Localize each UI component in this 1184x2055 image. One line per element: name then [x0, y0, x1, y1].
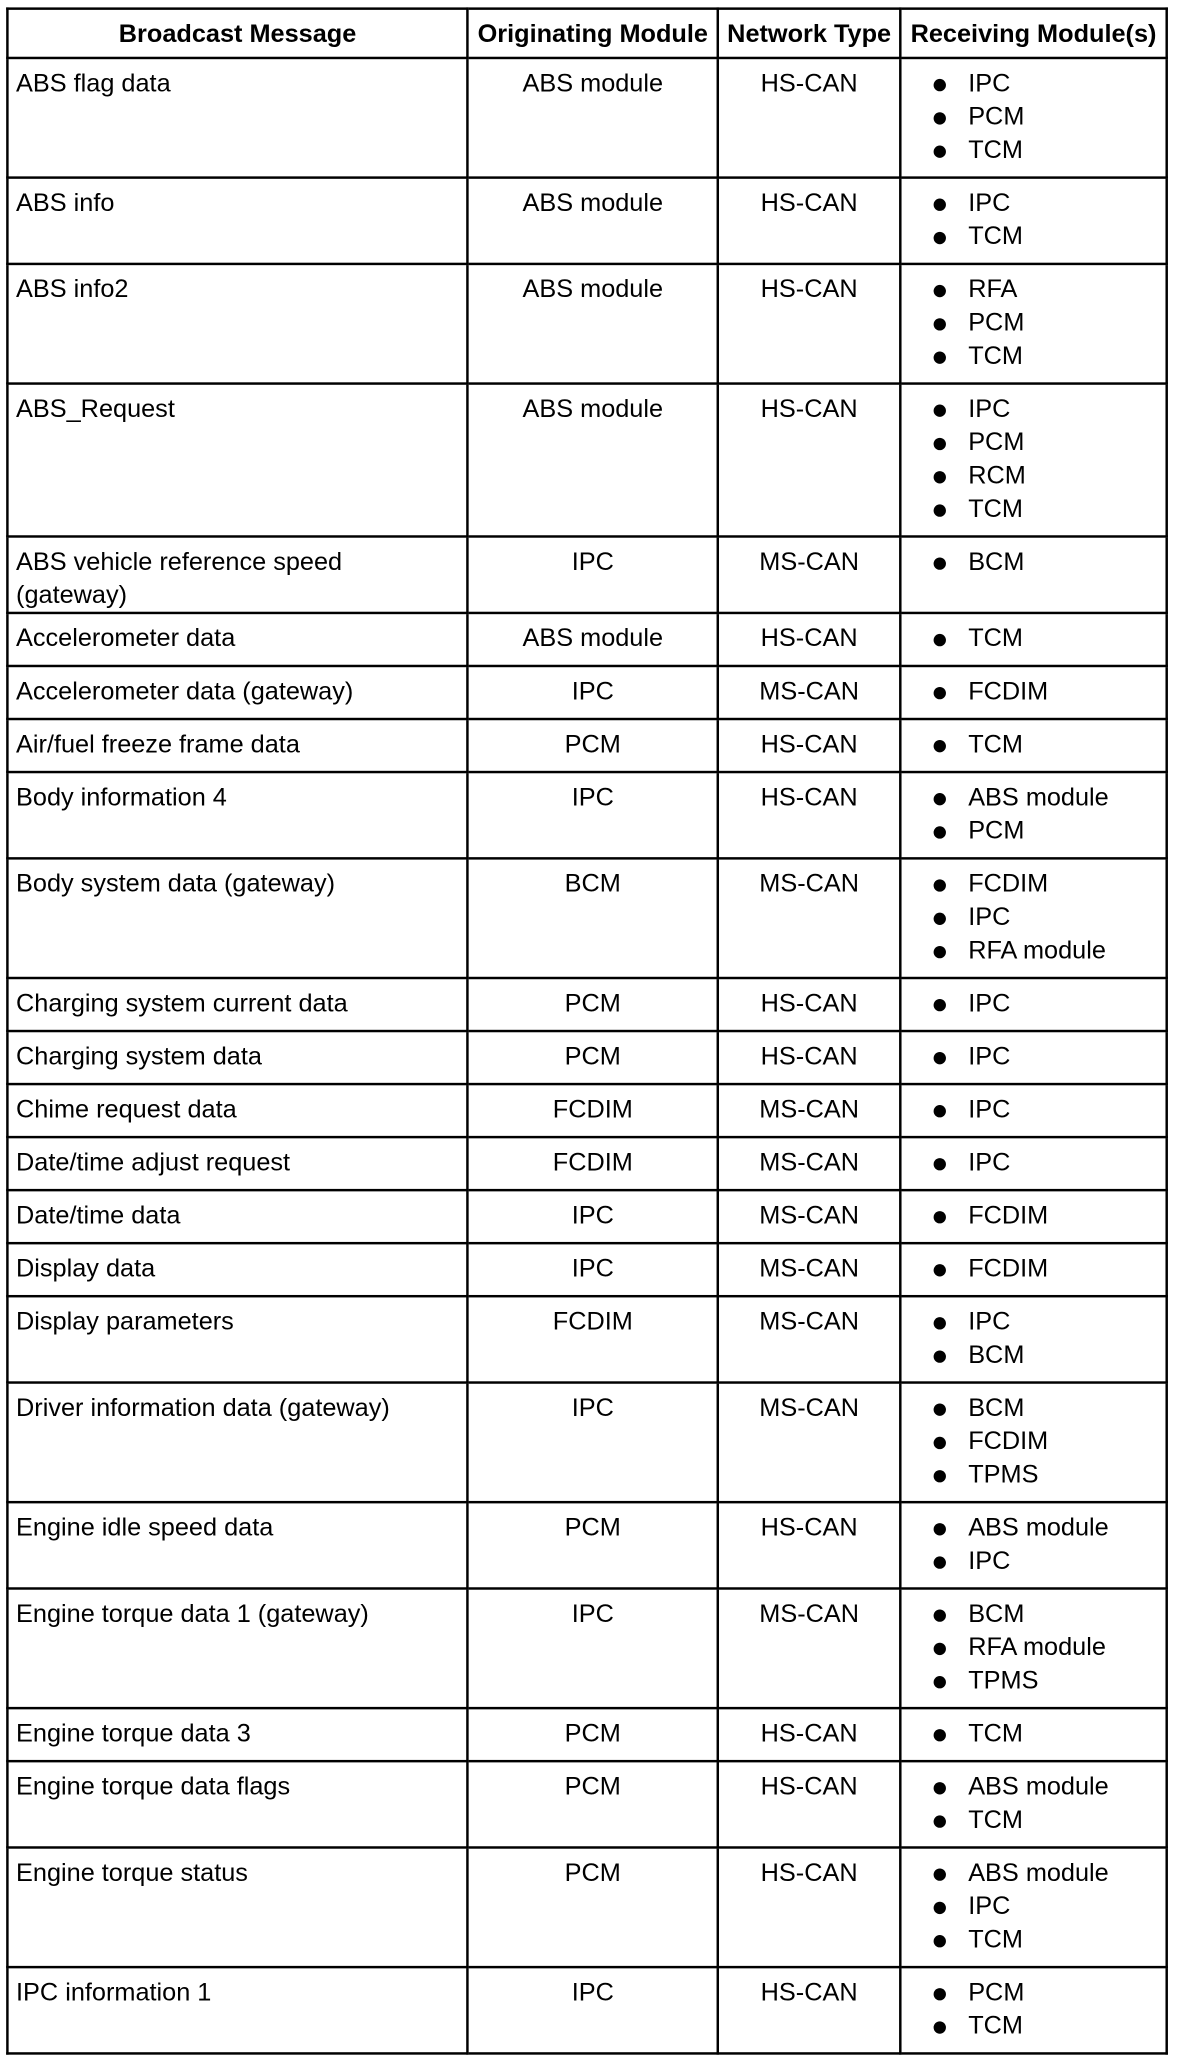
broadcast-message-cell: ABS flag data: [7, 58, 467, 178]
network-type-cell: HS-CAN: [718, 978, 900, 1031]
receiving-modules-cell: [900, 1502, 1166, 1588]
table-row: [7, 1031, 1166, 1084]
network-type-cell: MS-CAN: [718, 1137, 900, 1190]
table-row: [7, 1502, 1166, 1588]
originating-module-cell: ABS module: [468, 384, 718, 537]
network-type-cell: MS-CAN: [718, 1383, 900, 1503]
broadcast-message-cell: Engine torque data 1 (gateway): [7, 1588, 467, 1708]
table-row: [7, 613, 1166, 666]
receiving-module-item: TCM: [931, 1717, 1158, 1750]
receiving-modules-cell: [900, 1588, 1166, 1708]
network-type-cell: MS-CAN: [718, 1296, 900, 1382]
originating-module-cell: PCM: [468, 1031, 718, 1084]
network-type-cell: HS-CAN: [718, 772, 900, 858]
receiving-module-item: IPC: [931, 1146, 1158, 1179]
receiving-module-item: FCDIM: [931, 867, 1158, 900]
broadcast-message-cell: Air/fuel freeze frame data: [7, 719, 467, 772]
broadcast-message-cell: Accelerometer data: [7, 613, 467, 666]
receiving-modules-list: [909, 1146, 1158, 1189]
table-row: [7, 1084, 1166, 1137]
receiving-module-item: PCM: [931, 100, 1158, 133]
receiving-module-item: RCM: [931, 459, 1158, 492]
broadcast-message-table: [6, 7, 1168, 2054]
receiving-modules-list: [909, 1976, 1158, 2052]
receiving-module-item: IPC: [931, 1889, 1158, 1922]
header-originating-module: Originating Module: [468, 9, 718, 58]
broadcast-message-cell: Engine idle speed data: [7, 1502, 467, 1588]
network-type-cell: HS-CAN: [718, 264, 900, 384]
receiving-modules-cell: [900, 1243, 1166, 1296]
receiving-module-item: IPC: [931, 900, 1158, 933]
broadcast-message-cell: Date/time data: [7, 1190, 467, 1243]
receiving-module-item: TCM: [931, 622, 1158, 655]
originating-module-cell: PCM: [468, 719, 718, 772]
receiving-modules-list: [909, 867, 1158, 977]
receiving-module-item: BCM: [931, 1391, 1158, 1424]
table-row: [7, 858, 1166, 978]
receiving-modules-cell: [900, 978, 1166, 1031]
originating-module-cell: IPC: [468, 1190, 718, 1243]
receiving-modules-cell: [900, 264, 1166, 384]
broadcast-message-cell: Body system data (gateway): [7, 858, 467, 978]
receiving-modules-list: [909, 675, 1158, 718]
receiving-module-item: TCM: [931, 2009, 1158, 2042]
receiving-modules-list: [909, 1199, 1158, 1242]
receiving-modules-cell: [900, 1383, 1166, 1503]
broadcast-message-cell: Charging system data: [7, 1031, 467, 1084]
table-row: [7, 58, 1166, 178]
receiving-module-item: PCM: [931, 425, 1158, 458]
receiving-module-item: IPC: [931, 987, 1158, 1020]
originating-module-cell: PCM: [468, 1847, 718, 1967]
receiving-modules-list: [909, 987, 1158, 1030]
receiving-modules-list: [909, 728, 1158, 771]
receiving-module-item: ABS module: [931, 1856, 1158, 1889]
broadcast-message-cell: Display parameters: [7, 1296, 467, 1382]
originating-module-cell: IPC: [468, 1588, 718, 1708]
receiving-modules-cell: [900, 1967, 1166, 2053]
receiving-modules-list: [909, 1856, 1158, 1966]
header-network-type: Network Type: [718, 9, 900, 58]
receiving-modules-cell: [900, 1708, 1166, 1761]
receiving-modules-cell: [900, 772, 1166, 858]
table-row: [7, 384, 1166, 537]
network-type-cell: HS-CAN: [718, 1967, 900, 2053]
originating-module-cell: ABS module: [468, 58, 718, 178]
network-type-cell: MS-CAN: [718, 536, 900, 612]
table-row: [7, 1243, 1166, 1296]
originating-module-cell: ABS module: [468, 613, 718, 666]
network-type-cell: HS-CAN: [718, 178, 900, 264]
table-row: [7, 1761, 1166, 1847]
network-type-cell: MS-CAN: [718, 1190, 900, 1243]
broadcast-message-cell: Engine torque data flags: [7, 1761, 467, 1847]
originating-module-cell: FCDIM: [468, 1137, 718, 1190]
receiving-module-item: TCM: [931, 492, 1158, 525]
receiving-module-item: IPC: [931, 1544, 1158, 1577]
originating-module-cell: IPC: [468, 772, 718, 858]
receiving-module-item: FCDIM: [931, 1252, 1158, 1285]
receiving-modules-cell: [900, 613, 1166, 666]
receiving-module-item: TPMS: [931, 1458, 1158, 1491]
receiving-module-item: FCDIM: [931, 675, 1158, 708]
originating-module-cell: BCM: [468, 858, 718, 978]
broadcast-message-cell: Chime request data: [7, 1084, 467, 1137]
broadcast-message-cell: Driver information data (gateway): [7, 1383, 467, 1503]
table-row: [7, 666, 1166, 719]
broadcast-message-cell: Accelerometer data (gateway): [7, 666, 467, 719]
receiving-module-item: IPC: [931, 1305, 1158, 1338]
table-row: [7, 1383, 1166, 1503]
receiving-module-item: TCM: [931, 1803, 1158, 1836]
receiving-module-item: PCM: [931, 1976, 1158, 2009]
receiving-modules-cell: [900, 1847, 1166, 1967]
broadcast-message-cell: ABS vehicle reference speed (gateway): [7, 536, 467, 612]
receiving-modules-list: [909, 1597, 1158, 1707]
network-type-cell: MS-CAN: [718, 666, 900, 719]
broadcast-message-cell: Engine torque status: [7, 1847, 467, 1967]
network-type-cell: HS-CAN: [718, 1761, 900, 1847]
receiving-module-item: BCM: [931, 1597, 1158, 1630]
table-header-row: [7, 9, 1166, 58]
originating-module-cell: PCM: [468, 1502, 718, 1588]
receiving-module-item: BCM: [931, 1338, 1158, 1371]
table-row: [7, 719, 1166, 772]
receiving-module-item: RFA module: [931, 1630, 1158, 1663]
receiving-module-item: PCM: [931, 306, 1158, 339]
originating-module-cell: IPC: [468, 1383, 718, 1503]
receiving-modules-cell: [900, 1761, 1166, 1847]
originating-module-cell: IPC: [468, 666, 718, 719]
receiving-module-item: IPC: [931, 1093, 1158, 1126]
table-row: [7, 772, 1166, 858]
broadcast-message-cell: Engine torque data 3: [7, 1708, 467, 1761]
receiving-module-item: IPC: [931, 67, 1158, 100]
receiving-module-item: ABS module: [931, 1770, 1158, 1803]
receiving-modules-list: [909, 1770, 1158, 1846]
originating-module-cell: IPC: [468, 1967, 718, 2053]
receiving-module-item: RFA: [931, 273, 1158, 306]
receiving-module-item: TCM: [931, 220, 1158, 253]
table-row: [7, 1137, 1166, 1190]
broadcast-message-cell: Body information 4: [7, 772, 467, 858]
broadcast-message-cell: ABS_Request: [7, 384, 467, 537]
table-row: [7, 1847, 1166, 1967]
receiving-modules-cell: [900, 384, 1166, 537]
receiving-modules-cell: [900, 1296, 1166, 1382]
receiving-modules-list: [909, 545, 1158, 588]
broadcast-message-cell: Date/time adjust request: [7, 1137, 467, 1190]
receiving-modules-cell: [900, 1031, 1166, 1084]
receiving-modules-list: [909, 1040, 1158, 1083]
receiving-modules-cell: [900, 666, 1166, 719]
receiving-modules-cell: [900, 58, 1166, 178]
receiving-module-item: FCDIM: [931, 1424, 1158, 1457]
table-row: [7, 1588, 1166, 1708]
receiving-modules-list: [909, 186, 1158, 262]
receiving-module-item: BCM: [931, 545, 1158, 578]
receiving-modules-list: [909, 1717, 1158, 1760]
receiving-modules-cell: [900, 858, 1166, 978]
receiving-module-item: TCM: [931, 339, 1158, 372]
table-row: [7, 978, 1166, 1031]
broadcast-message-cell: Display data: [7, 1243, 467, 1296]
network-type-cell: HS-CAN: [718, 384, 900, 537]
receiving-modules-list: [909, 1511, 1158, 1587]
receiving-module-item: TCM: [931, 133, 1158, 166]
receiving-modules-list: [909, 622, 1158, 665]
receiving-module-item: TCM: [931, 728, 1158, 761]
receiving-module-item: FCDIM: [931, 1199, 1158, 1232]
originating-module-cell: FCDIM: [468, 1084, 718, 1137]
network-type-cell: MS-CAN: [718, 1243, 900, 1296]
table-row: [7, 1296, 1166, 1382]
table-row: [7, 178, 1166, 264]
network-type-cell: MS-CAN: [718, 1084, 900, 1137]
receiving-modules-cell: [900, 1084, 1166, 1137]
broadcast-message-cell: ABS info2: [7, 264, 467, 384]
broadcast-message-cell: Charging system current data: [7, 978, 467, 1031]
broadcast-message-cell: IPC information 1: [7, 1967, 467, 2053]
originating-module-cell: ABS module: [468, 178, 718, 264]
network-type-cell: HS-CAN: [718, 1502, 900, 1588]
receiving-modules-list: [909, 273, 1158, 383]
receiving-module-item: TCM: [931, 1923, 1158, 1956]
receiving-modules-list: [909, 1093, 1158, 1136]
receiving-modules-list: [909, 1391, 1158, 1501]
network-type-cell: HS-CAN: [718, 1847, 900, 1967]
originating-module-cell: IPC: [468, 536, 718, 612]
network-type-cell: MS-CAN: [718, 858, 900, 978]
receiving-modules-cell: [900, 1190, 1166, 1243]
header-broadcast-message: Broadcast Message: [7, 9, 467, 58]
receiving-module-item: ABS module: [931, 781, 1158, 814]
receiving-module-item: ABS module: [931, 1511, 1158, 1544]
receiving-module-item: IPC: [931, 392, 1158, 425]
network-type-cell: HS-CAN: [718, 1708, 900, 1761]
receiving-modules-cell: [900, 1137, 1166, 1190]
originating-module-cell: FCDIM: [468, 1296, 718, 1382]
receiving-modules-list: [909, 1252, 1158, 1295]
receiving-modules-list: [909, 781, 1158, 857]
table-row: [7, 536, 1166, 612]
network-type-cell: HS-CAN: [718, 719, 900, 772]
receiving-module-item: RFA module: [931, 934, 1158, 967]
network-type-cell: MS-CAN: [718, 1588, 900, 1708]
receiving-modules-cell: [900, 178, 1166, 264]
originating-module-cell: IPC: [468, 1243, 718, 1296]
receiving-modules-cell: [900, 719, 1166, 772]
receiving-modules-list: [909, 1305, 1158, 1381]
originating-module-cell: PCM: [468, 1761, 718, 1847]
receiving-modules-list: [909, 67, 1158, 177]
table-row: [7, 1190, 1166, 1243]
receiving-module-item: IPC: [931, 186, 1158, 219]
network-type-cell: HS-CAN: [718, 613, 900, 666]
network-type-cell: HS-CAN: [718, 1031, 900, 1084]
table-row: [7, 264, 1166, 384]
network-type-cell: HS-CAN: [718, 58, 900, 178]
originating-module-cell: PCM: [468, 978, 718, 1031]
receiving-modules-cell: [900, 536, 1166, 612]
header-receiving-modules: Receiving Module(s): [900, 9, 1166, 58]
originating-module-cell: ABS module: [468, 264, 718, 384]
originating-module-cell: PCM: [468, 1708, 718, 1761]
table-row: [7, 1967, 1166, 2053]
receiving-module-item: IPC: [931, 1040, 1158, 1073]
receiving-modules-list: [909, 392, 1158, 535]
table-row: [7, 1708, 1166, 1761]
broadcast-message-cell: ABS info: [7, 178, 467, 264]
receiving-module-item: PCM: [931, 814, 1158, 847]
receiving-module-item: TPMS: [931, 1664, 1158, 1697]
